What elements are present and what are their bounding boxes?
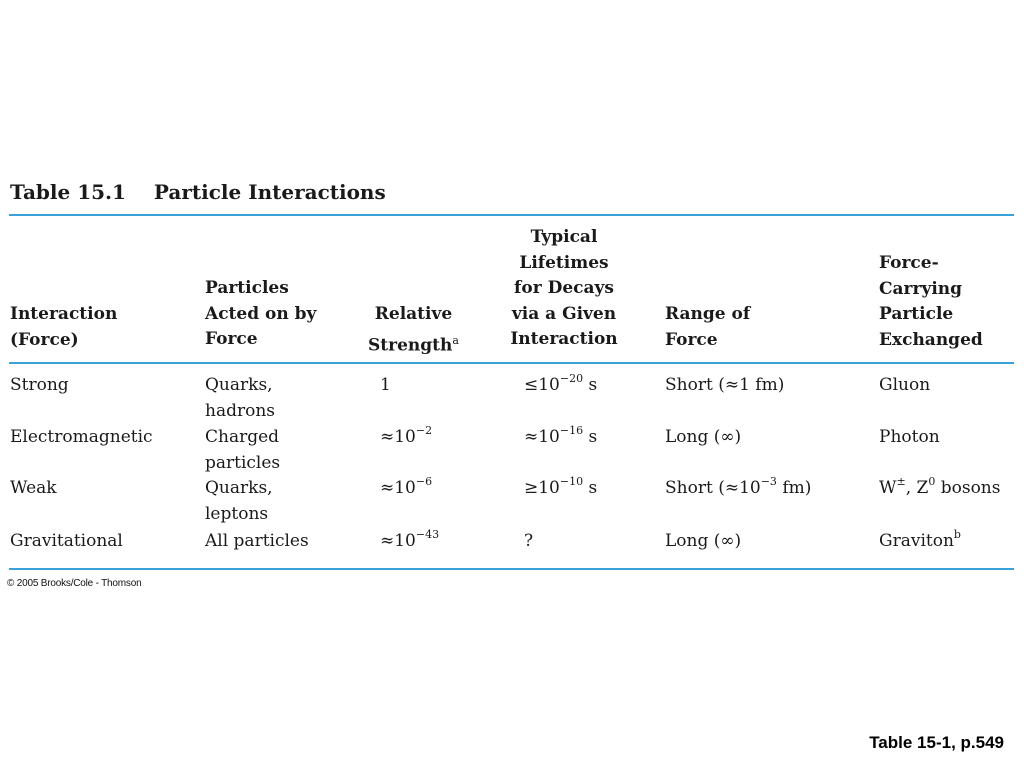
cell-interaction: Strong bbox=[10, 375, 69, 395]
header-line bbox=[368, 328, 459, 359]
cell-value: ≤10 bbox=[524, 375, 560, 395]
cell-range: Long (∞) bbox=[665, 427, 742, 447]
header-line: Interaction bbox=[10, 304, 118, 324]
header-line: for Decays bbox=[514, 278, 614, 298]
header-line: Particles bbox=[205, 278, 289, 298]
cell-lifetime bbox=[524, 424, 597, 450]
header-line: (Force) bbox=[10, 329, 79, 350]
header-line: Interaction bbox=[510, 329, 618, 349]
cell-particles bbox=[205, 372, 275, 424]
header-line-text: Strength bbox=[368, 335, 453, 356]
footnote-marker: a bbox=[452, 333, 459, 347]
cell-unit: fm) bbox=[776, 478, 812, 498]
cell-exchanged: Gluon bbox=[879, 375, 931, 395]
exponent: −2 bbox=[415, 424, 433, 438]
cell-range: Long (∞) bbox=[665, 531, 742, 551]
cell-value: ≈10 bbox=[380, 531, 416, 551]
cell-line: leptons bbox=[205, 504, 269, 524]
cell-lifetime bbox=[524, 372, 597, 398]
cell-value: bosons bbox=[935, 478, 1001, 498]
cell-value: ≈10 bbox=[524, 427, 560, 447]
top-rule bbox=[9, 214, 1014, 216]
cell-exchanged bbox=[879, 528, 961, 554]
cell-value: ≈10 bbox=[380, 478, 416, 498]
cell-particles bbox=[205, 475, 273, 527]
exponent: −20 bbox=[559, 372, 584, 386]
exponent: −43 bbox=[415, 528, 440, 542]
cell-line: Charged bbox=[205, 427, 280, 447]
cell-unit: s bbox=[583, 478, 598, 498]
cell-unit: s bbox=[583, 375, 598, 395]
header-exchanged bbox=[879, 251, 983, 353]
cell-strength bbox=[380, 475, 432, 501]
copyright-notice: © 2005 Brooks/Cole - Thomson bbox=[7, 578, 142, 589]
cell-interaction: Weak bbox=[10, 478, 57, 498]
cell-value: W bbox=[879, 478, 897, 498]
superscript: 0 bbox=[928, 475, 936, 489]
header-particles bbox=[205, 276, 316, 353]
header-range bbox=[665, 302, 750, 353]
header-lifetimes bbox=[503, 225, 625, 353]
superscript: ± bbox=[896, 475, 906, 489]
cell-range bbox=[665, 475, 811, 501]
table-number: Table 15.1 bbox=[10, 180, 126, 204]
cell-particles bbox=[205, 424, 280, 476]
cell-particles bbox=[205, 528, 309, 554]
cell-range: Short (≈1 fm) bbox=[665, 375, 785, 395]
cell-lifetime bbox=[524, 475, 597, 501]
header-line: Carrying bbox=[879, 278, 963, 299]
cell-line: Quarks, bbox=[205, 478, 273, 498]
cell-interaction: Electromagnetic bbox=[10, 427, 153, 447]
header-line: Relative bbox=[374, 304, 453, 324]
cell-value: ≈10 bbox=[380, 427, 416, 447]
cell-interaction: Gravitational bbox=[10, 531, 123, 551]
cell-line: hadrons bbox=[205, 401, 276, 421]
cell-line: Quarks, bbox=[205, 375, 273, 395]
header-line: Force bbox=[205, 329, 258, 349]
cell-value: Graviton bbox=[879, 531, 954, 551]
header-line: Particle bbox=[879, 304, 954, 324]
cell-exchanged: Photon bbox=[879, 427, 940, 447]
header-line: Exchanged bbox=[879, 329, 983, 350]
cell-line: particles bbox=[205, 453, 281, 473]
cell-value: 1 bbox=[380, 375, 391, 395]
exponent: −6 bbox=[415, 475, 433, 489]
header-interaction bbox=[10, 302, 117, 353]
table-title bbox=[10, 180, 386, 204]
cell-strength bbox=[380, 424, 432, 450]
header-line: Force bbox=[665, 329, 718, 350]
header-line: via a Given bbox=[511, 303, 617, 324]
cell-exchanged bbox=[879, 475, 1000, 501]
cell-value: ? bbox=[524, 531, 534, 551]
cell-strength bbox=[380, 372, 391, 398]
header-strength bbox=[368, 302, 459, 359]
header-rule bbox=[9, 362, 1014, 364]
header-line: Force- bbox=[879, 253, 939, 273]
cell-lifetime bbox=[524, 528, 533, 554]
footnote-marker: b bbox=[953, 528, 961, 542]
header-line: Range of bbox=[665, 304, 751, 324]
header-line: Lifetimes bbox=[519, 252, 609, 273]
bottom-rule bbox=[9, 568, 1014, 570]
cell-strength bbox=[380, 528, 439, 554]
cell-unit: s bbox=[583, 427, 598, 447]
header-line: Acted on by bbox=[205, 303, 317, 324]
exponent: −3 bbox=[760, 475, 777, 489]
cell-value: Short (≈10 bbox=[665, 478, 761, 498]
header-line: Typical bbox=[530, 227, 598, 247]
cell-line: All particles bbox=[205, 531, 309, 551]
page-reference: Table 15-1, p.549 bbox=[869, 733, 1004, 752]
cell-value: , Z bbox=[905, 478, 929, 498]
exponent: −16 bbox=[559, 424, 584, 438]
exponent: −10 bbox=[559, 475, 584, 489]
cell-value: ≥10 bbox=[524, 478, 560, 498]
table-title-text: Particle Interactions bbox=[153, 180, 386, 204]
